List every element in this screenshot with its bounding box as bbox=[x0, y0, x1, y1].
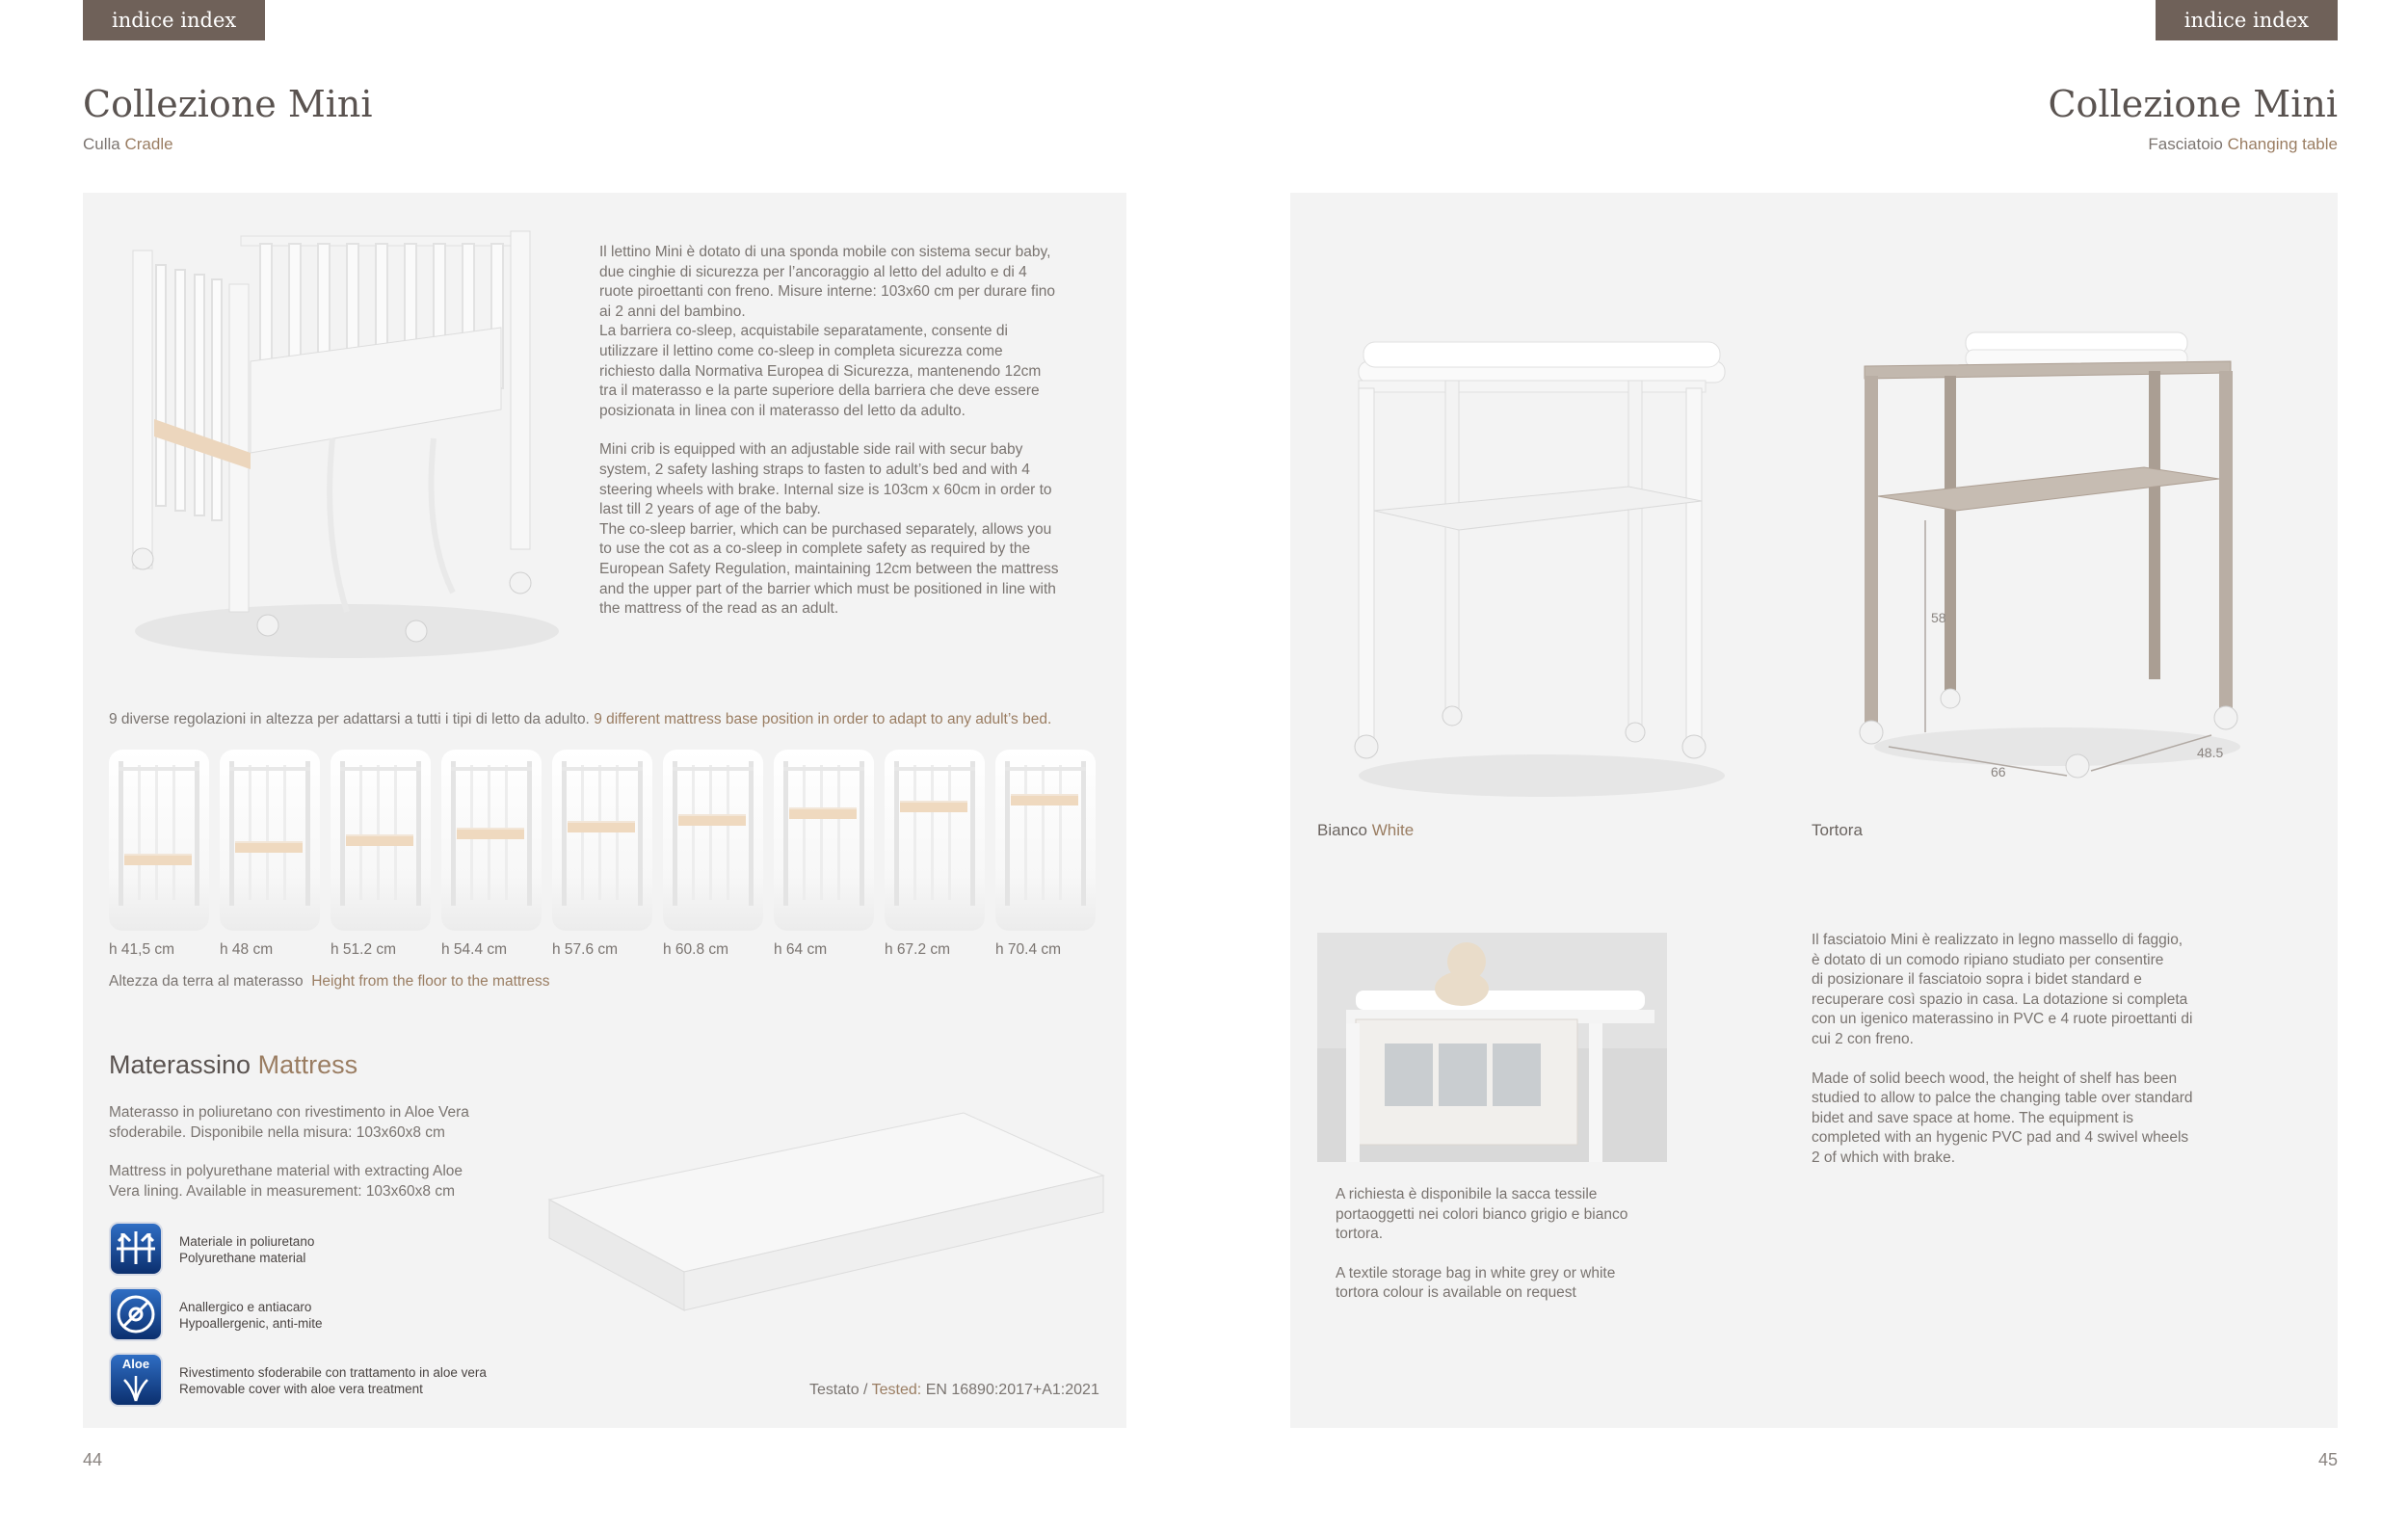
bag-text-it: A richiesta è disponibile la sacca tessile portaoggetti nei colori bianco grigio e bianco tortora. bbox=[1336, 1186, 1628, 1243]
tested-note: Testato / Tested: EN 16890:2017+A1:2021 bbox=[809, 1382, 1099, 1398]
height-thumb-8 bbox=[885, 750, 985, 931]
left-page-title: Collezione Mini bbox=[83, 83, 373, 125]
mattress-text-en: Mattress in polyurethane material with extracting Aloe Vera lining. Available in measurement: 103x60x8 cm bbox=[109, 1163, 463, 1200]
dimension-depth: 48.5 bbox=[2197, 745, 2224, 760]
storage-bag-image bbox=[1317, 933, 1667, 1162]
changing-table-description bbox=[1812, 931, 2274, 1188]
regulation-text: 9 diverse regolazioni in altezza per adattarsi a tutti i tipi di letto da adulto. 9 different mattress base position in order to adapt to any adult’s bed. bbox=[109, 711, 1052, 727]
mattress-description bbox=[109, 1103, 533, 1221]
cradle-image bbox=[116, 217, 578, 670]
height-thumb-9 bbox=[995, 750, 1096, 931]
height-thumb-6 bbox=[663, 750, 763, 931]
changing-table-white-image bbox=[1339, 323, 1744, 805]
changing-table-tortora-image bbox=[1850, 323, 2264, 785]
index-tab-right[interactable]: indice index bbox=[2156, 0, 2338, 40]
description-it: Il lettino Mini è dotato di una sponda mobile con sistema secur baby, due cinghie di sicurezza per l’ancoraggio al letto del adulto e di 4 ruote piroettanti con freno. Misure interne: 103x60 cm per durare fino ai 2 anni del bambino. La barriera co-sleep, acquistabile separatamente, consente di utilizzare il lettino come co-sleep in completa sicurezza come richiesto dalla Normativa Europea di Sicurezza, mantenendo 12cm tra il materasso e la parte superiore della barriera che deve essere posizionata in linea con il materasso del letto da adulto. bbox=[599, 244, 1056, 419]
subtitle-en: Cradle bbox=[124, 135, 173, 153]
polyurethane-icon bbox=[109, 1222, 163, 1276]
height-label: h 48 cm bbox=[220, 941, 274, 958]
height-thumb-2 bbox=[220, 750, 320, 931]
feature-anti-mite: Anallergico e antiacaro Hypoallergenic, anti-mite bbox=[179, 1300, 323, 1331]
height-label: h 41,5 cm bbox=[109, 941, 175, 958]
dimension-height: 58 bbox=[1931, 610, 1946, 625]
page-number-right: 45 bbox=[2317, 1450, 2338, 1469]
dimension-width: 66 bbox=[1991, 764, 2006, 779]
height-label: h 60.8 cm bbox=[663, 941, 729, 958]
height-thumb-7 bbox=[774, 750, 874, 931]
subtitle-it: Culla bbox=[83, 135, 120, 153]
feature-aloe: Rivestimento sfoderabile con trattamento in aloe vera Removable cover with aloe vera treatment bbox=[179, 1365, 487, 1396]
variant-white-label: Bianco White bbox=[1317, 821, 1415, 839]
description-en: Mini crib is equipped with an adjustable side rail with secur baby system, 2 safety lashing straps to fasten to adult’s bed and with 4 steering wheels with brake. Internal size is 103cm x 60cm in order to last till 2 years of age of the baby. The co-sleep barrier, which can be purchased separately, allows you to use the cot as a co-sleep in complete safety as required by the European Safety Regulation, maintaining 12cm between the mattress and the upper part of the barrier which must be positioned in line with the mattress of the read as an adult. bbox=[599, 441, 1059, 618]
height-label: h 67.2 cm bbox=[885, 941, 951, 958]
height-thumb-3 bbox=[331, 750, 431, 931]
table-description-en: Made of solid beech wood, the height of shelf has been studied to allow to palce the changing table over standard bidet and save space at home. The equipment is completed with an hygenic PVC pad and 4 swivel wheels 2 of which with brake. bbox=[1812, 1070, 2193, 1166]
cradle-description bbox=[599, 243, 1100, 639]
variant-tortora-label: Tortora bbox=[1812, 821, 1863, 839]
height-label: h 57.6 cm bbox=[552, 941, 619, 958]
height-thumb-4 bbox=[441, 750, 542, 931]
table-description-it: Il fasciatoio Mini è realizzato in legno massello di faggio, è dotato di un comodo ripiano studiato per consentire di posizionare il fasciatoio sopra i bidet standard e recuperare così spazio in casa. La dotazione si completa con un igenico materassino in PVC e 4 ruote piroettanti di cui 2 con freno. bbox=[1812, 932, 2193, 1047]
page-number-left: 44 bbox=[83, 1450, 103, 1469]
height-thumb-1 bbox=[109, 750, 209, 931]
index-tab-left[interactable]: indice index bbox=[83, 0, 265, 40]
height-thumb-5 bbox=[552, 750, 652, 931]
right-page-subtitle bbox=[2148, 135, 2338, 154]
feature-polyurethane: Materiale in poliuretano Polyurethane material bbox=[179, 1234, 315, 1265]
height-label: h 70.4 cm bbox=[995, 941, 1062, 958]
storage-bag-text bbox=[1336, 1185, 1682, 1323]
height-caption: Altezza da terra al materasso Height from the floor to the mattress bbox=[109, 973, 550, 990]
left-page-subtitle bbox=[83, 135, 173, 154]
height-label: h 64 cm bbox=[774, 941, 828, 958]
bag-text-en: A textile storage bag in white grey or white tortora colour is available on request bbox=[1336, 1264, 1616, 1302]
mattress-heading: Materassino Mattress bbox=[109, 1050, 358, 1079]
subtitle-en: Changing table bbox=[2227, 135, 2338, 153]
mattress-text-it: Materasso in poliuretano con rivestimento in Aloe Vera sfoderabile. Disponibile nella misura: 103x60x8 cm bbox=[109, 1104, 469, 1141]
height-label: h 51.2 cm bbox=[331, 941, 397, 958]
subtitle-it: Fasciatoio bbox=[2148, 135, 2223, 153]
right-page-title: Collezione Mini bbox=[2048, 83, 2338, 125]
height-label: h 54.4 cm bbox=[441, 941, 508, 958]
mattress-image bbox=[540, 1108, 1118, 1339]
aloe-icon: Aloe bbox=[109, 1353, 163, 1407]
anti-mite-icon bbox=[109, 1287, 163, 1341]
